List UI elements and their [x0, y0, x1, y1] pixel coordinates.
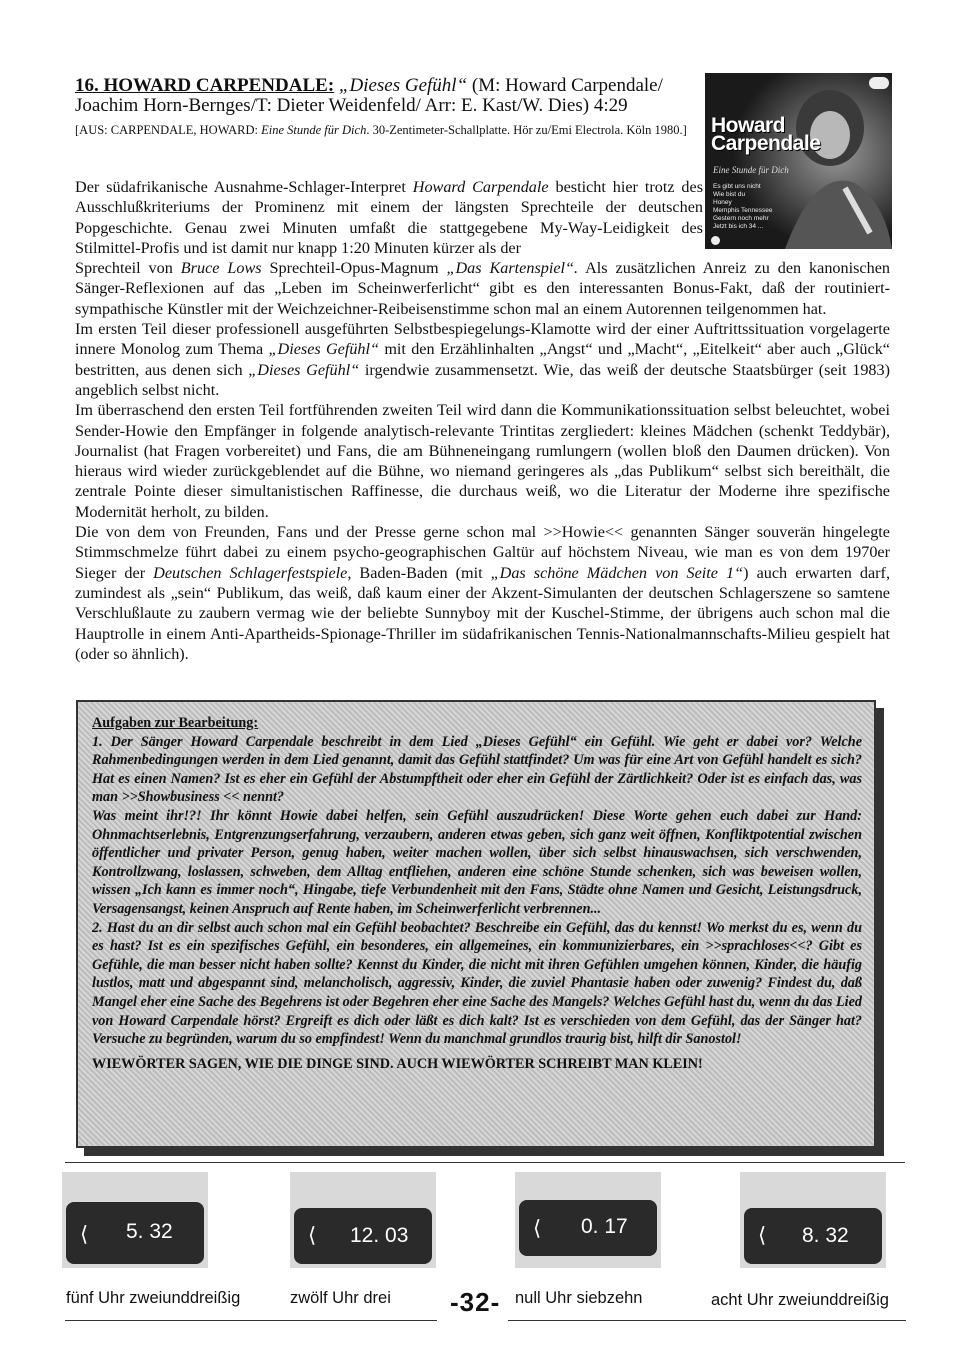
task-1: 1. Der Sänger Howard Carpendale beschreibt in dem Lied „Dieses Gefühl“ ein Gefühl. Wie geht er dabei vor? Welche Rahmenbedingungen werden in dem Lied genannt, damit das Gefühl stattfindet? Um was für eine Art von Gefühl handelt es sich? Hat es einen Namen? Ist es eher ein Gefühl der Abstumpftheit oder eher ein Gefühl der Zärtlichkeit? Oder ist es einfach das, was man >>Showbusiness << nennt? — [92, 733, 862, 806]
task-content — [92, 714, 862, 1073]
text: Sprechteil von — [75, 259, 181, 278]
source-reference — [75, 123, 695, 138]
artist-name: Howard Carpendale — [412, 178, 549, 196]
song-reference: „Das schöne Mädchen von Seite 1“ — [490, 563, 744, 582]
cover-track: Jetzt bis ich 34 ... — [713, 223, 764, 230]
divider-top — [65, 1162, 905, 1163]
task-2: 2. Hast du an dir selbst auch schon mal ein Gefühl beobachtet? Beschreibe ein Gefühl, das du kennst! Wo merkst du es, wenn du es hast? Ist es ein spezifisches Gefühl, ein besonderes, ein allgemeines, ein kommunizierbares, ein >>sprachloses<<? Gibt es Gefühle, die man besser nicht haben sollte? Kennst du Kinder, die nicht mit ihren Gefühlen umgehen können, Kinder, die häufig lustlos, matt und abgespannt sind, melancholisch, aggressiv, Kinder, die zuviel Phantasie haben oder zuwenig? Findest du, daß Mangel eher eine Sache des Begehrens ist oder Begehren eher eine Sache des Mangels? Welches Gefühl hast du, wenn du das Lied von Howard Carpendale hörst? Ergreift es dich oder läßt es dich kalt? Ist es verschieden von dem Gefühl, das der Sänger hat? Versuche zu begründen, warum du so empfindest! Wenn du manchmal grundlos traurig bist, hilft dir Sanostol! — [92, 919, 862, 1048]
song-credits: (M: Howard Carpendale/ Joachim Horn-Bernges/T: Dieter Weidenfeld/ Arr: E. Kast/W. Dies) 4:29 — [75, 75, 663, 116]
text: Als zusätzlichen Anreiz zu den kanonischen Sänger-Reflexionen auf das „Leben im Scheinwerferlicht“ gibt es den interessanten Bonus-Fakt, daß der routiniert-sympathische Künstler mit der Weichzeichner-Reibeisenstimme schon mal an einem Autorennen teilgenommen hat. — [75, 259, 890, 318]
clock-left-digit-icon: ⟨ — [80, 1223, 89, 1246]
clock-time-3: 0. 17 — [581, 1215, 628, 1238]
clock-radio-1 — [66, 1202, 204, 1264]
cover-track: Es gibt uns nicht — [713, 183, 761, 190]
paragraph-4 — [75, 522, 890, 664]
song-number: 16. HOWARD CARPENDALE: — [75, 75, 335, 96]
song-reference: „Das Kartenspiel“. — [446, 259, 579, 278]
cover-subtitle: Eine Stunde für Dich — [713, 165, 789, 175]
clock-photo-4 — [740, 1172, 886, 1268]
article-title — [75, 76, 695, 116]
text: Der südafrikanische Ausnahme-Schlager-Interpret — [75, 178, 413, 196]
clock-photo-3 — [515, 1172, 661, 1268]
source-suffix: . 30-Zentimeter-Schallplatte. Hör zu/Emi Electrola. Köln 1980.] — [366, 123, 687, 137]
task-heading: Aufgaben zur Bearbeitung: — [92, 715, 259, 731]
paragraph-2 — [75, 319, 890, 400]
paragraph-1-top — [75, 177, 703, 258]
grammar-rule: WIEWÖRTER SAGEN, WIE DIE DINGE SIND. AUCH WIEWÖRTER SCHREIBT MAN KLEIN! — [92, 1055, 703, 1072]
task-1-words: Was meint ihr!?! Ihr könnt Howie dabei helfen, sein Gefühl auszudrücken! Diese Worte gehen euch dabei zur Hand: Ohnmachtserlebnis, Entgrenzungserfahrung, verzaubern, anderen etwas geben, sich ganz weit öffnen, Konfliktpotential zwischen öffentlicher und privater Person, genug haben, weiter machen wollen, über sich selbst hinauswachsen, sich verschwenden, Kontrollzwang, loslassen, schweben, dem Alltag entfliehen, anderen eine schöne Stunde schenken, sich was beweisen wollen, wissen „Ich kann es immer noch“, Hingabe, tiefe Verbundenheit mit den Fans, Städte ohne Namen und Gesicht, Leistungsdruck, Versagensangst, keinen Anspruch auf Rente haben, im Scheinwerferlicht verbrennen... — [92, 807, 862, 917]
cover-track: Memphis Tennessee — [713, 207, 773, 214]
text: ) auch erwarten darf, zumindest als „sein“ Publikum, das weiß, daß kaum einer der Akzent-Simulanten der deutschen Schlagerszene so samtene Verschlußlaute zu zaubern vermag wie der beliebte Sunnyboy mit der Kuschel-Stimme, der übrigens auch schon mal die Hauptrolle in einem Anti-Apartheids-Spionage-Thriller im südafrikanischen Tennis-Nationalmannschafts-Milieu gespielt hat (oder so ähnlich). — [75, 563, 890, 663]
cover-track: Honey — [713, 199, 732, 206]
clock-radio-4 — [744, 1208, 882, 1264]
clock-radio-3 — [519, 1200, 657, 1256]
artist-name: Bruce Lows — [180, 259, 262, 278]
text: irgendwie zusammensetzt. Wie, das weiß der deutsche Staatsbürger (seit 1983) angeblich selbst nicht. — [75, 360, 890, 399]
source-prefix: [AUS: CARPENDALE, HOWARD: — [75, 123, 262, 137]
cover-title-line2: Carpendale — [711, 132, 821, 155]
divider-bottom-left — [65, 1320, 437, 1321]
cover-track: Gestern noch mehr — [713, 215, 769, 222]
clock-left-digit-icon: ⟨ — [533, 1217, 542, 1240]
page-number: -32- — [450, 1287, 501, 1317]
event-name: Deutschen Schlagerfestspiele — [153, 563, 348, 582]
clock-caption-3: null Uhr siebzehn — [515, 1289, 643, 1307]
article-body — [75, 177, 890, 664]
task-box — [76, 700, 876, 1148]
clock-caption-2: zwölf Uhr drei — [290, 1289, 391, 1307]
clock-photo-1 — [62, 1172, 208, 1268]
clock-caption-1: fünf Uhr zweiunddreißig — [66, 1289, 241, 1307]
cover-track: Wie bist du — [713, 191, 746, 198]
label-logo — [869, 77, 889, 89]
text: , Baden-Baden (mit — [347, 563, 491, 582]
text: Sprechteil-Opus-Magnum — [261, 259, 447, 278]
paragraph-3: Im überraschend den ersten Teil fortführenden zweiten Teil wird dann die Kommunikationssituation selbst beleuchtet, wobei Sender-Howie den Empfänger in folgende analytisch-relevante Trintitas zergliedert: kleines Mädchen (schenkt Teddybär), Journalist (hat Fragen vorbereitet) und Fans, die am Bühneneingang rumlungern (wollen bloß den Daumen drücken). Von hieraus wird wieder zurückgeblendet auf die Bühne, wo niemand geringeres als „das Publikum“ selbst sich bereithält, die zentrale Pointe dieser simultanistischen Raffinesse, die durchaus weiß, wo die Literatur der Moderne ihre spezifische Modernität herholt, zu bilden. — [75, 401, 890, 521]
paragraph-1-rest — [75, 258, 890, 319]
clock-left-digit-icon: ⟨ — [758, 1224, 767, 1247]
clock-left-digit-icon: ⟨ — [308, 1224, 317, 1247]
song-reference: „Dieses Gefühl“ — [248, 360, 360, 379]
clock-caption-4: acht Uhr zweiunddreißig — [711, 1291, 889, 1309]
text: mit den Erzählinhalten „Angst“ und „Macht“, „Eitelkeit“ aber auch „Glück“ bestritten, aus denen sich — [75, 340, 890, 379]
song-reference: „Dieses Gefühl“ — [268, 340, 380, 359]
divider-bottom-right — [508, 1320, 906, 1321]
clock-photo-2 — [290, 1172, 436, 1268]
cover-title-line1: Howard — [711, 114, 786, 137]
text: besticht hier trotz des Ausschlußkriteriums der Prominenz mit einem der längsten Sprechteile der deutschen Popgeschichte. Genau zwei Minuten umfaßt die stattgegebene My-Way-Leidigkeit des Stilmittel-Profis und ist damit nur knapp 1:20 Minuten kürzer als der — [75, 178, 703, 257]
album-title: Eine Stunde für Dich — [261, 123, 367, 137]
clock-time-2: 12. 03 — [350, 1224, 409, 1247]
clock-time-4: 8. 32 — [802, 1224, 849, 1247]
text: Die von dem von Freunden, Fans und der Presse gerne schon mal >>Howie<< genannten Sänger souverän hingelegte Stimmschmelze führt dabei zu einem psycho-geographischen Galtür auf höchstem Niveau, wie man es von dem 1970er Sieger der — [75, 523, 890, 582]
cover-title — [711, 114, 821, 155]
song-title: „Dieses Gefühl“ — [338, 75, 468, 96]
text: Im ersten Teil dieser professionell ausgeführten Selbstbespiegelungs-Klamotte wird der einer Auftrittssituation vorgelagerte innere Monolog zum Thema — [75, 320, 890, 359]
clock-radio-2 — [294, 1208, 432, 1264]
clock-time-1: 5. 32 — [126, 1220, 173, 1243]
